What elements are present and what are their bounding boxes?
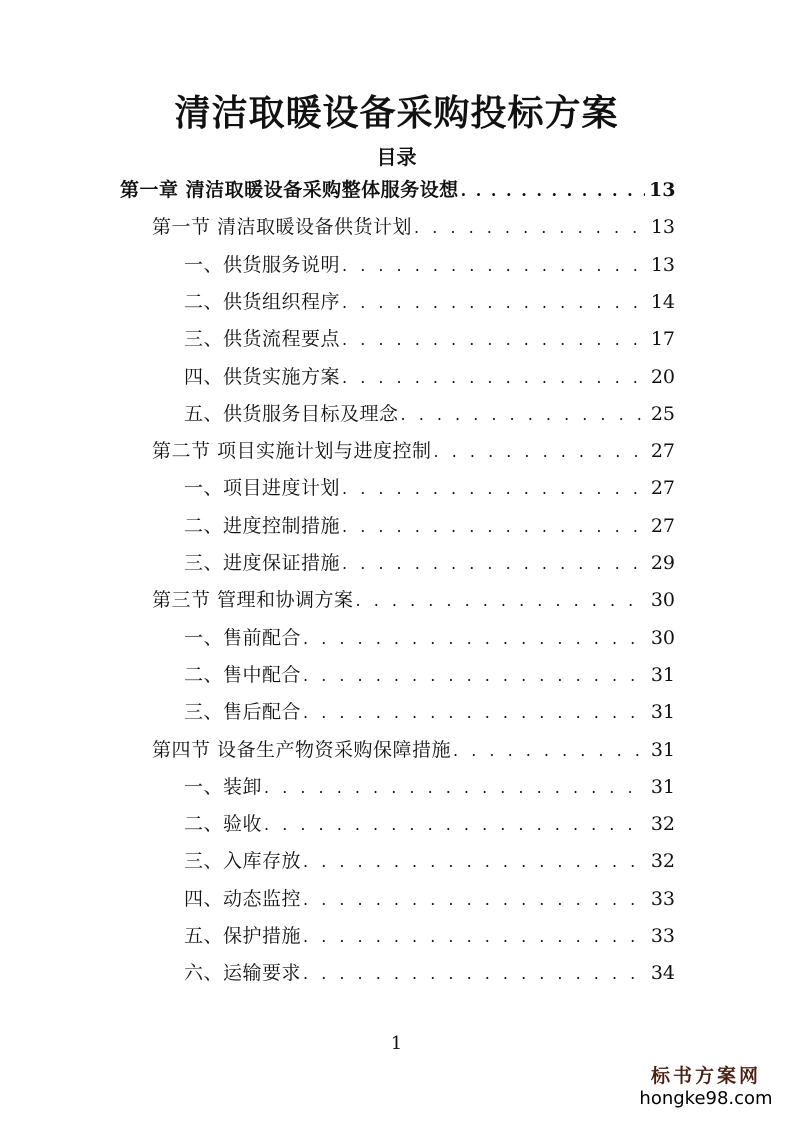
toc-entry[interactable]: [152, 212, 675, 242]
toc-entry-page: 29: [650, 552, 675, 574]
toc-dot-leader: [342, 251, 645, 280]
toc-heading: 目录: [376, 145, 417, 169]
toc-entry-page: 27: [650, 477, 675, 499]
toc-entry-page: 13: [650, 216, 675, 238]
toc-dot-leader: [414, 213, 645, 242]
toc-entry-title: 二、供货组织程序: [184, 291, 341, 313]
toc-dot-leader: [461, 176, 645, 205]
toc-dot-leader: [342, 512, 645, 541]
toc-entry-title: 第三节 管理和协调方案: [152, 589, 354, 611]
toc-entry-title: 五、供货服务目标及理念: [184, 403, 399, 425]
toc-entry[interactable]: [184, 921, 675, 951]
watermark-name: 标书方案网: [650, 1065, 761, 1087]
toc-entry-page: 31: [650, 776, 675, 798]
toc-entry-title: 二、售中配合: [184, 664, 302, 686]
toc-dot-leader: [342, 325, 645, 354]
toc-entry-page: 31: [650, 701, 675, 723]
toc-dot-leader: [303, 885, 645, 914]
watermark-logo: [631, 1064, 781, 1110]
toc-entry-page: 17: [650, 328, 675, 350]
toc-entry-title: 第四节 设备生产物资采购保障措施: [152, 739, 452, 761]
toc-entry[interactable]: [184, 772, 675, 802]
toc-dot-leader: [264, 773, 645, 802]
toc-entry-page: 30: [650, 589, 675, 611]
toc-entry[interactable]: [152, 735, 675, 765]
toc-entry-title: 一、装卸: [184, 776, 263, 798]
toc-entry[interactable]: [184, 660, 675, 690]
toc-dot-leader: [453, 736, 645, 765]
toc-entry-title: 一、供货服务说明: [184, 254, 341, 276]
toc-dot-leader: [342, 474, 645, 503]
toc-entry-title: 二、进度控制措施: [184, 515, 341, 537]
toc-entry-page: 31: [650, 664, 675, 686]
toc-dot-leader: [342, 549, 645, 578]
toc-entry-page: 13: [649, 179, 675, 201]
page-number: 1: [390, 1033, 403, 1054]
toc-dot-leader: [342, 363, 645, 392]
toc-entry[interactable]: [152, 585, 675, 615]
toc-entry-page: 14: [650, 291, 675, 313]
toc-entry[interactable]: [184, 473, 675, 503]
toc-entry-title: 一、项目进度计划: [184, 477, 341, 499]
toc-entry[interactable]: [184, 809, 675, 839]
toc-entry-page: 25: [650, 403, 675, 425]
toc-entry-title: 第一章 清洁取暖设备采购整体服务设想: [120, 179, 459, 201]
toc-dot-leader: [303, 624, 645, 653]
toc-dot-leader: [303, 959, 645, 988]
toc-entry-title: 三、售后配合: [184, 701, 302, 723]
watermark-url: hongke98.com: [639, 1088, 773, 1109]
toc-entry-page: 32: [650, 850, 675, 872]
toc-entry-title: 六、运输要求: [184, 962, 302, 984]
toc-entry-title: 三、进度保证措施: [184, 552, 341, 574]
toc-entry-title: 四、动态监控: [184, 888, 302, 910]
toc-entry-title: 第二节 项目实施计划与进度控制: [152, 440, 432, 462]
toc-entry-page: 33: [650, 925, 675, 947]
toc-entry-page: 30: [650, 627, 675, 649]
toc-entry[interactable]: [184, 548, 675, 578]
toc-entry-page: 13: [650, 254, 675, 276]
toc-entry[interactable]: [184, 362, 675, 392]
toc-dot-leader: [401, 400, 645, 429]
toc-entry[interactable]: [120, 175, 675, 205]
toc-entry[interactable]: [184, 846, 675, 876]
toc-dot-leader: [303, 698, 645, 727]
toc-entry-title: 五、保护措施: [184, 925, 302, 947]
toc-dot-leader: [356, 586, 645, 615]
toc-entry-title: 二、验收: [184, 813, 263, 835]
toc-entry[interactable]: [184, 324, 675, 354]
toc-entry-page: 33: [650, 888, 675, 910]
toc-entry[interactable]: [184, 399, 675, 429]
toc-dot-leader: [303, 661, 645, 690]
toc-dot-leader: [264, 810, 645, 839]
toc-entry[interactable]: [184, 287, 675, 317]
toc-entry-title: 三、供货流程要点: [184, 328, 341, 350]
toc-entry[interactable]: [184, 697, 675, 727]
toc-entry-page: 34: [650, 962, 675, 984]
toc-entry-page: 27: [650, 440, 675, 462]
document-title: 清洁取暖设备采购投标方案: [174, 92, 619, 134]
toc-dot-leader: [434, 437, 645, 466]
toc-dot-leader: [303, 847, 645, 876]
toc-entry-page: 20: [650, 366, 675, 388]
toc-entry[interactable]: [184, 623, 675, 653]
toc-entry-title: 四、供货实施方案: [184, 366, 341, 388]
toc-entry[interactable]: [184, 958, 675, 988]
toc-dot-leader: [342, 288, 645, 317]
toc-entry-page: 27: [650, 515, 675, 537]
toc-entry-page: 31: [650, 739, 675, 761]
toc-entry-page: 32: [650, 813, 675, 835]
toc-entry[interactable]: [184, 884, 675, 914]
toc-dot-leader: [303, 922, 645, 951]
toc-entry[interactable]: [152, 436, 675, 466]
toc-entry-title: 三、入库存放: [184, 850, 302, 872]
toc-entry-title: 第一节 清洁取暖设备供货计划: [152, 216, 413, 238]
toc-entry[interactable]: [184, 250, 675, 280]
toc-entry-title: 一、售前配合: [184, 627, 302, 649]
toc-entry[interactable]: [184, 511, 675, 541]
